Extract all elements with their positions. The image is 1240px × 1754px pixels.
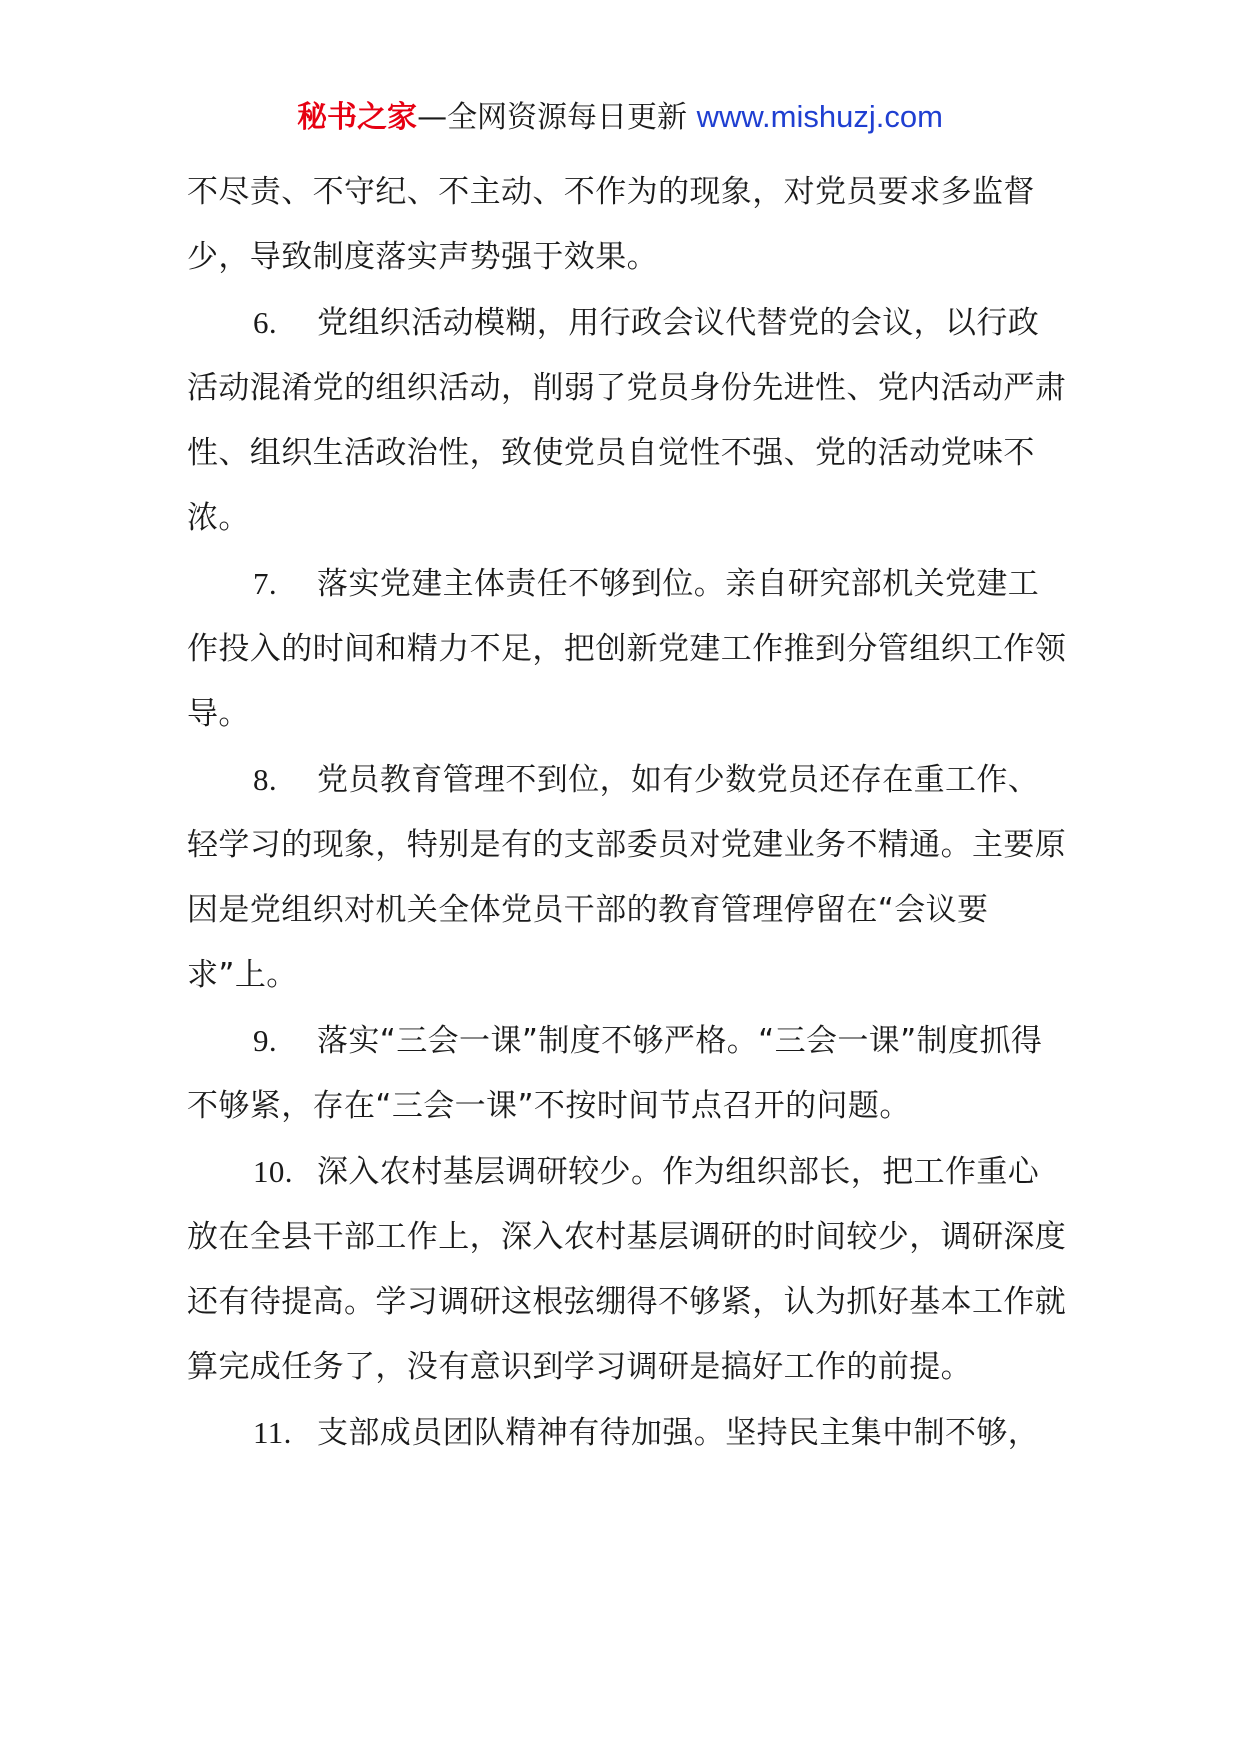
paragraph [187, 290, 1067, 551]
item-number: 7. [253, 566, 278, 601]
paragraph-text: 党组织活动模糊，用行政会议代替党的会议，以行政活动混淆党的组织活动，削弱了党员身份先进性、党内活动严肃性、组织生活政治性，致使党员自觉性不强、党的活动党味不浓。 [187, 305, 1067, 536]
paragraph [187, 551, 1067, 747]
paragraph-text: 不尽责、不守纪、不主动、不作为的现象，对党员要求多监督少，导致制度落实声势强于效果。 [187, 174, 1035, 275]
paragraph-text: 深入农村基层调研较少。作为组织部长，把工作重心放在全县干部工作上，深入农村基层调研的时间较少，调研深度还有待提高。学习调研这根弦绷得不够紧，认为抓好基本工作就算完成任务了，没有意识到学习调研是搞好工作的前提。 [187, 1154, 1067, 1385]
item-number: 9. [253, 1023, 278, 1058]
paragraph-text: 落实党建主体责任不够到位。亲自研究部机关党建工作投入的时间和精力不足，把创新党建工作推到分管组织工作领导。 [187, 566, 1067, 732]
website-url[interactable]: www.mishuzj.com [696, 99, 943, 134]
item-number: 11. [253, 1415, 292, 1450]
paragraph [187, 747, 1067, 1008]
paragraph [187, 1139, 1067, 1400]
paragraph-text: 落实“三会一课”制度不够严格。“三会一课”制度抓得不够紧，存在“三会一课”不按时间节点召开的问题。 [187, 1023, 1043, 1124]
item-number: 8. [253, 762, 278, 797]
paragraph [187, 160, 1067, 290]
paragraph-text: 党员教育管理不到位，如有少数党员还存在重工作、轻学习的现象，特别是有的支部委员对党建业务不精通。主要原因是党组织对机关全体党员干部的教育管理停留在“会议要求”上。 [187, 762, 1067, 993]
paragraph [187, 1008, 1067, 1139]
brand-name: 秘书之家 [297, 100, 418, 135]
item-number: 6. [253, 305, 278, 340]
document-body [187, 160, 1067, 1466]
item-number: 10. [253, 1154, 293, 1189]
header-slogan: —全网资源每日更新 [417, 100, 697, 135]
paragraph-text: 支部成员团队精神有待加强。坚持民主集中制不够， [317, 1415, 1040, 1451]
site-header [0, 98, 1240, 136]
paragraph [187, 1400, 1067, 1466]
